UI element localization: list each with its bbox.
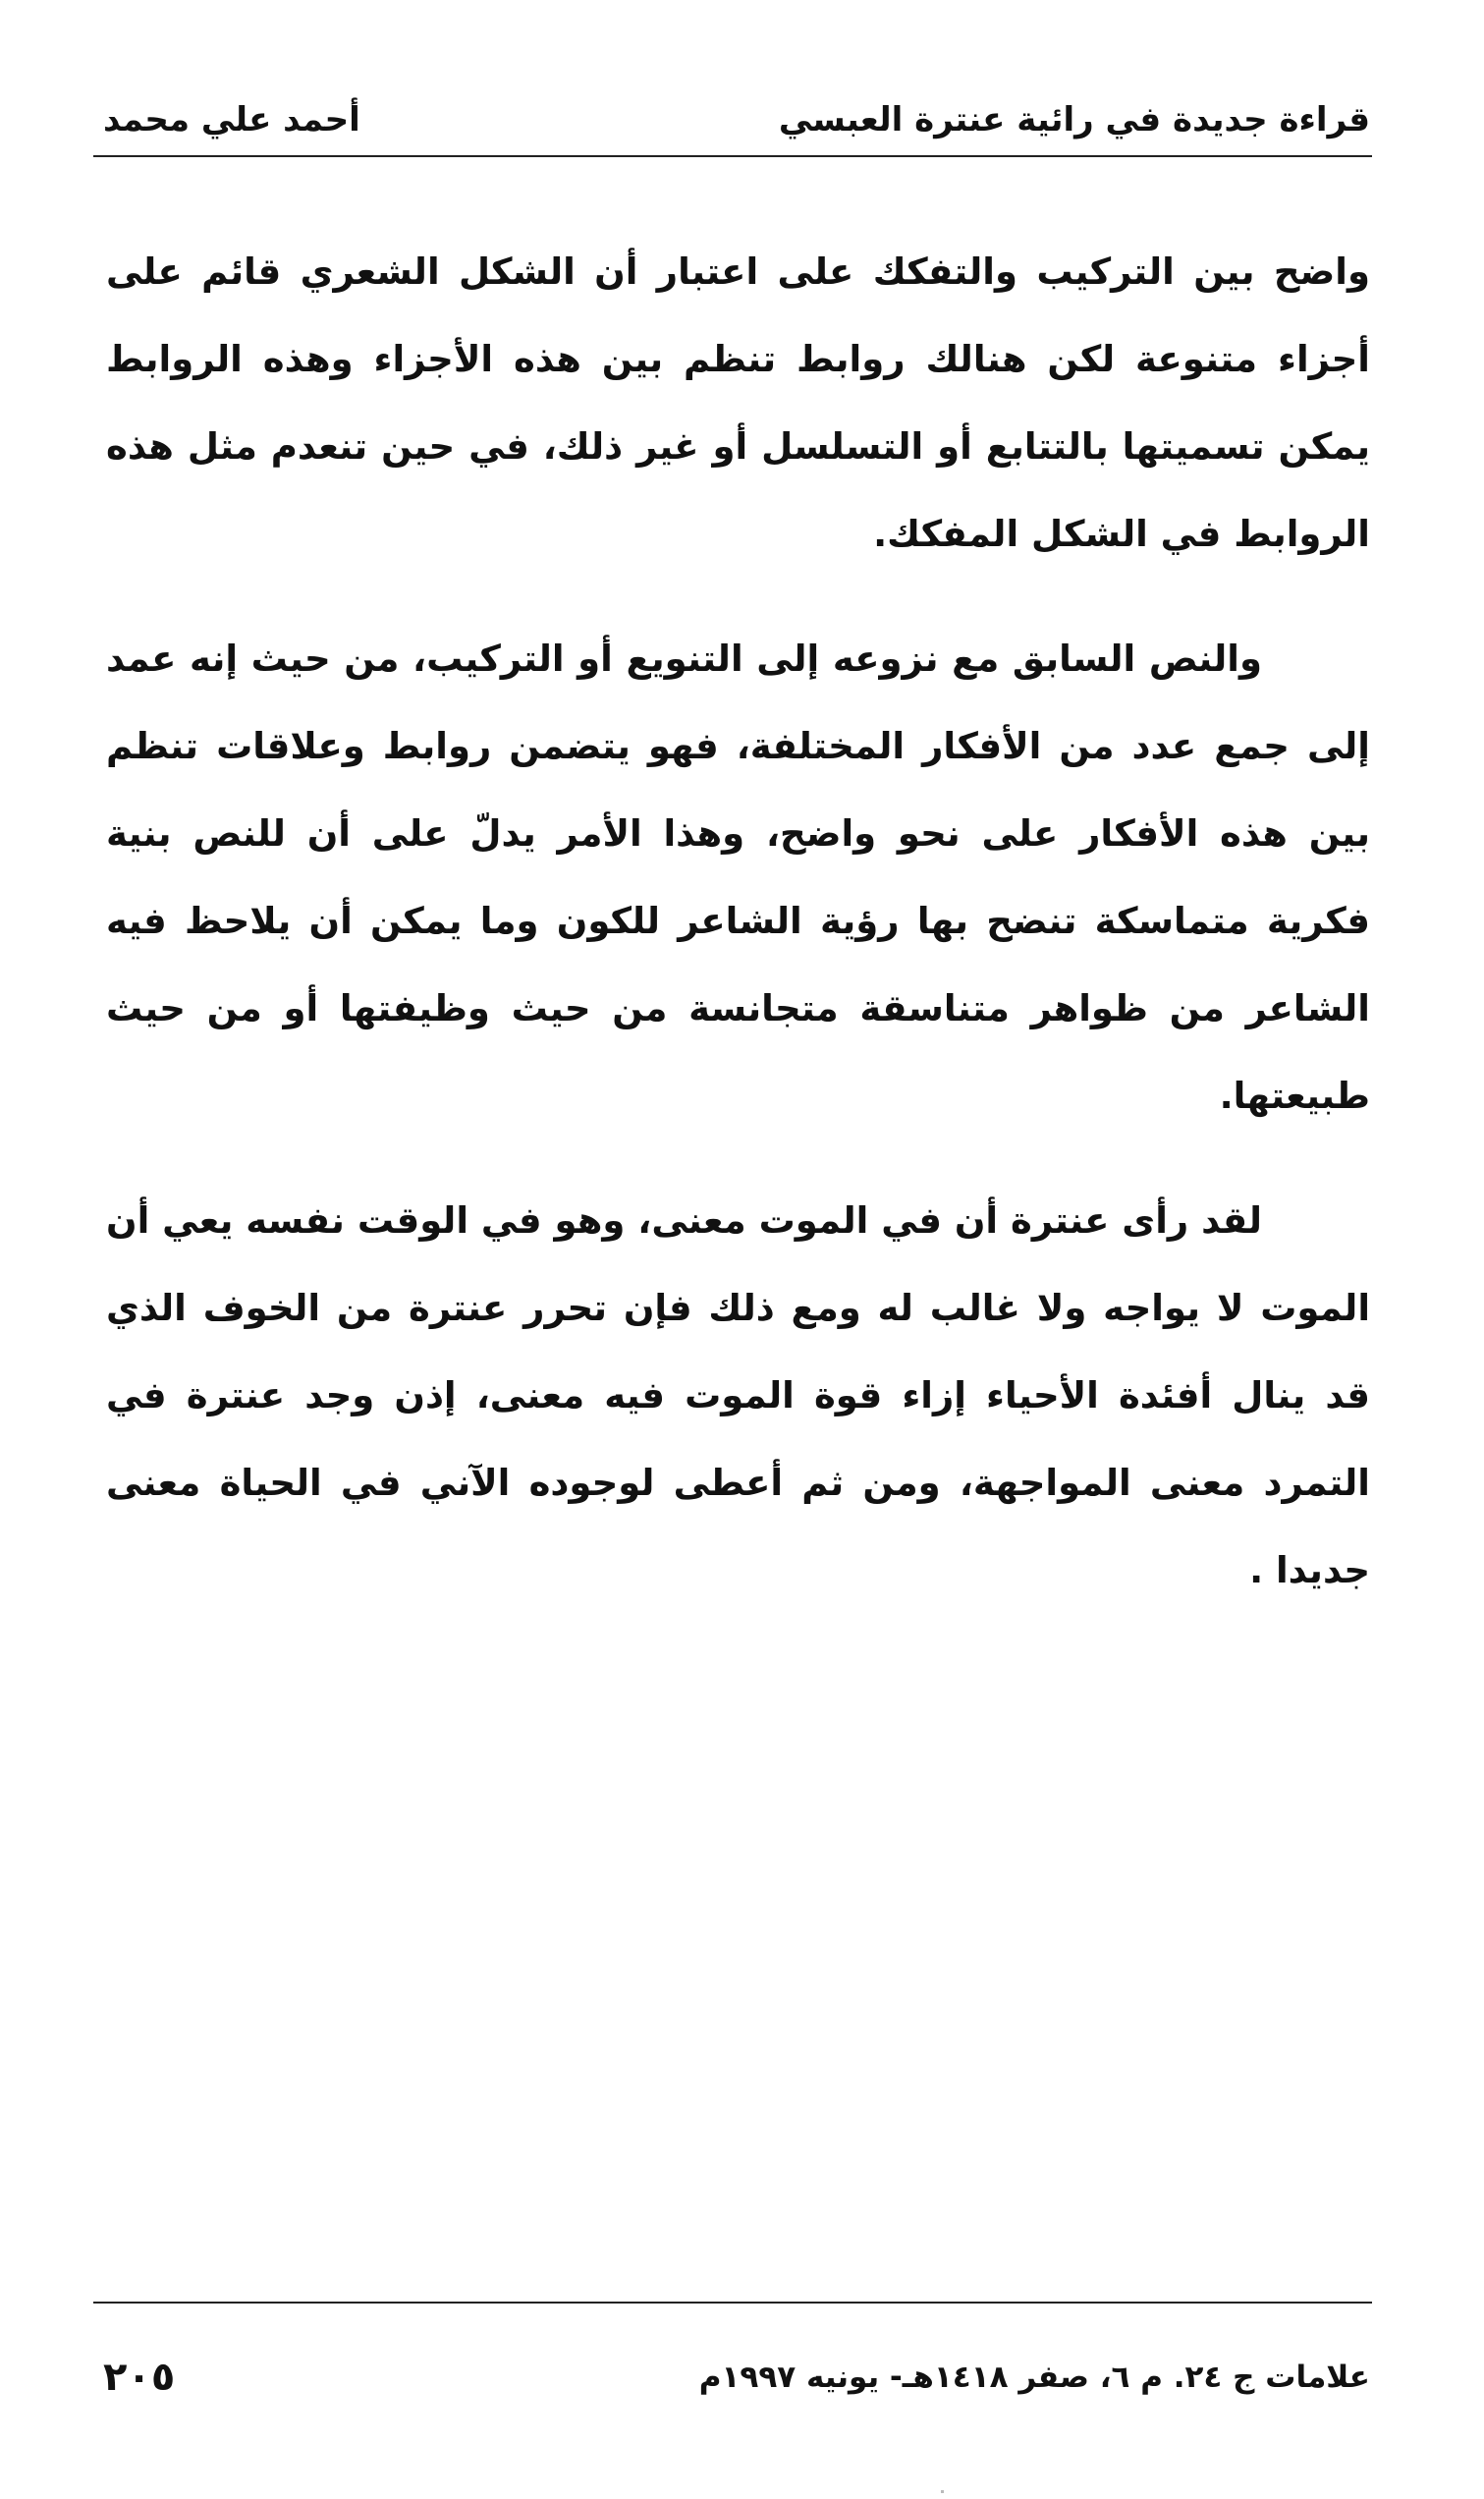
running-header [103, 90, 1370, 149]
footer-divider [93, 2302, 1372, 2304]
header-title: قراءة جديدة في رائية عنترة العبسي [778, 100, 1370, 139]
page-number: ٢٠٥ [103, 2355, 176, 2400]
running-footer [103, 2348, 1370, 2407]
header-author: أحمد علي محمد [103, 100, 360, 139]
scan-speck [941, 2490, 944, 2493]
footer-citation: علامات ج ٢٤. م ٦، صفر ١٤١٨هـ- يونيه ١٩٩٧م [698, 2360, 1370, 2395]
header-divider [93, 155, 1372, 157]
body-text [106, 228, 1370, 1651]
paragraph-1: واضح بين التركيب والتفكك على اعتبار أن الشكل الشعري قائم على أجزاء متنوعة لكن هنالك روابط تنظم بين هذه الأجزاء وهذه الروابط يمكن تسميتها بالتتابع أو التسلسل أو غير ذلك، في حين تنعدم مثل هذه الروابط في الشكل المفكك. [106, 250, 1370, 555]
paragraph-3: لقد رأى عنترة أن في الموت معنى، وهو في الوقت نفسه يعي أن الموت لا يواجه ولا غالب له ومع ذلك فإن تحرر عنترة من الخوف الذي قد ينال أفئدة الأحياء إزاء قوة الموت فيه معنى، إذن وجد عنترة في التمرد معنى المواجهة، ومن ثم أعطى لوجوده الآني في الحياة معنى جديدا . [106, 1199, 1370, 1591]
paragraph-2: والنص السابق مع نزوعه إلى التنويع أو التركيب، من حيث إنه عمد إلى جمع عدد من الأفكار المختلفة، فهو يتضمن روابط وعلاقات تنظم بين هذه الأفكار على نحو واضح، وهذا الأمر يدلّ على أن للنص بنية فكرية متماسكة تنضح بها رؤية الشاعر للكون وما يمكن أن يلاحظ فيه الشاعر من ظواهر متناسقة متجانسة من حيث وظيفتها أو من حيث طبيعتها. [106, 638, 1370, 1117]
